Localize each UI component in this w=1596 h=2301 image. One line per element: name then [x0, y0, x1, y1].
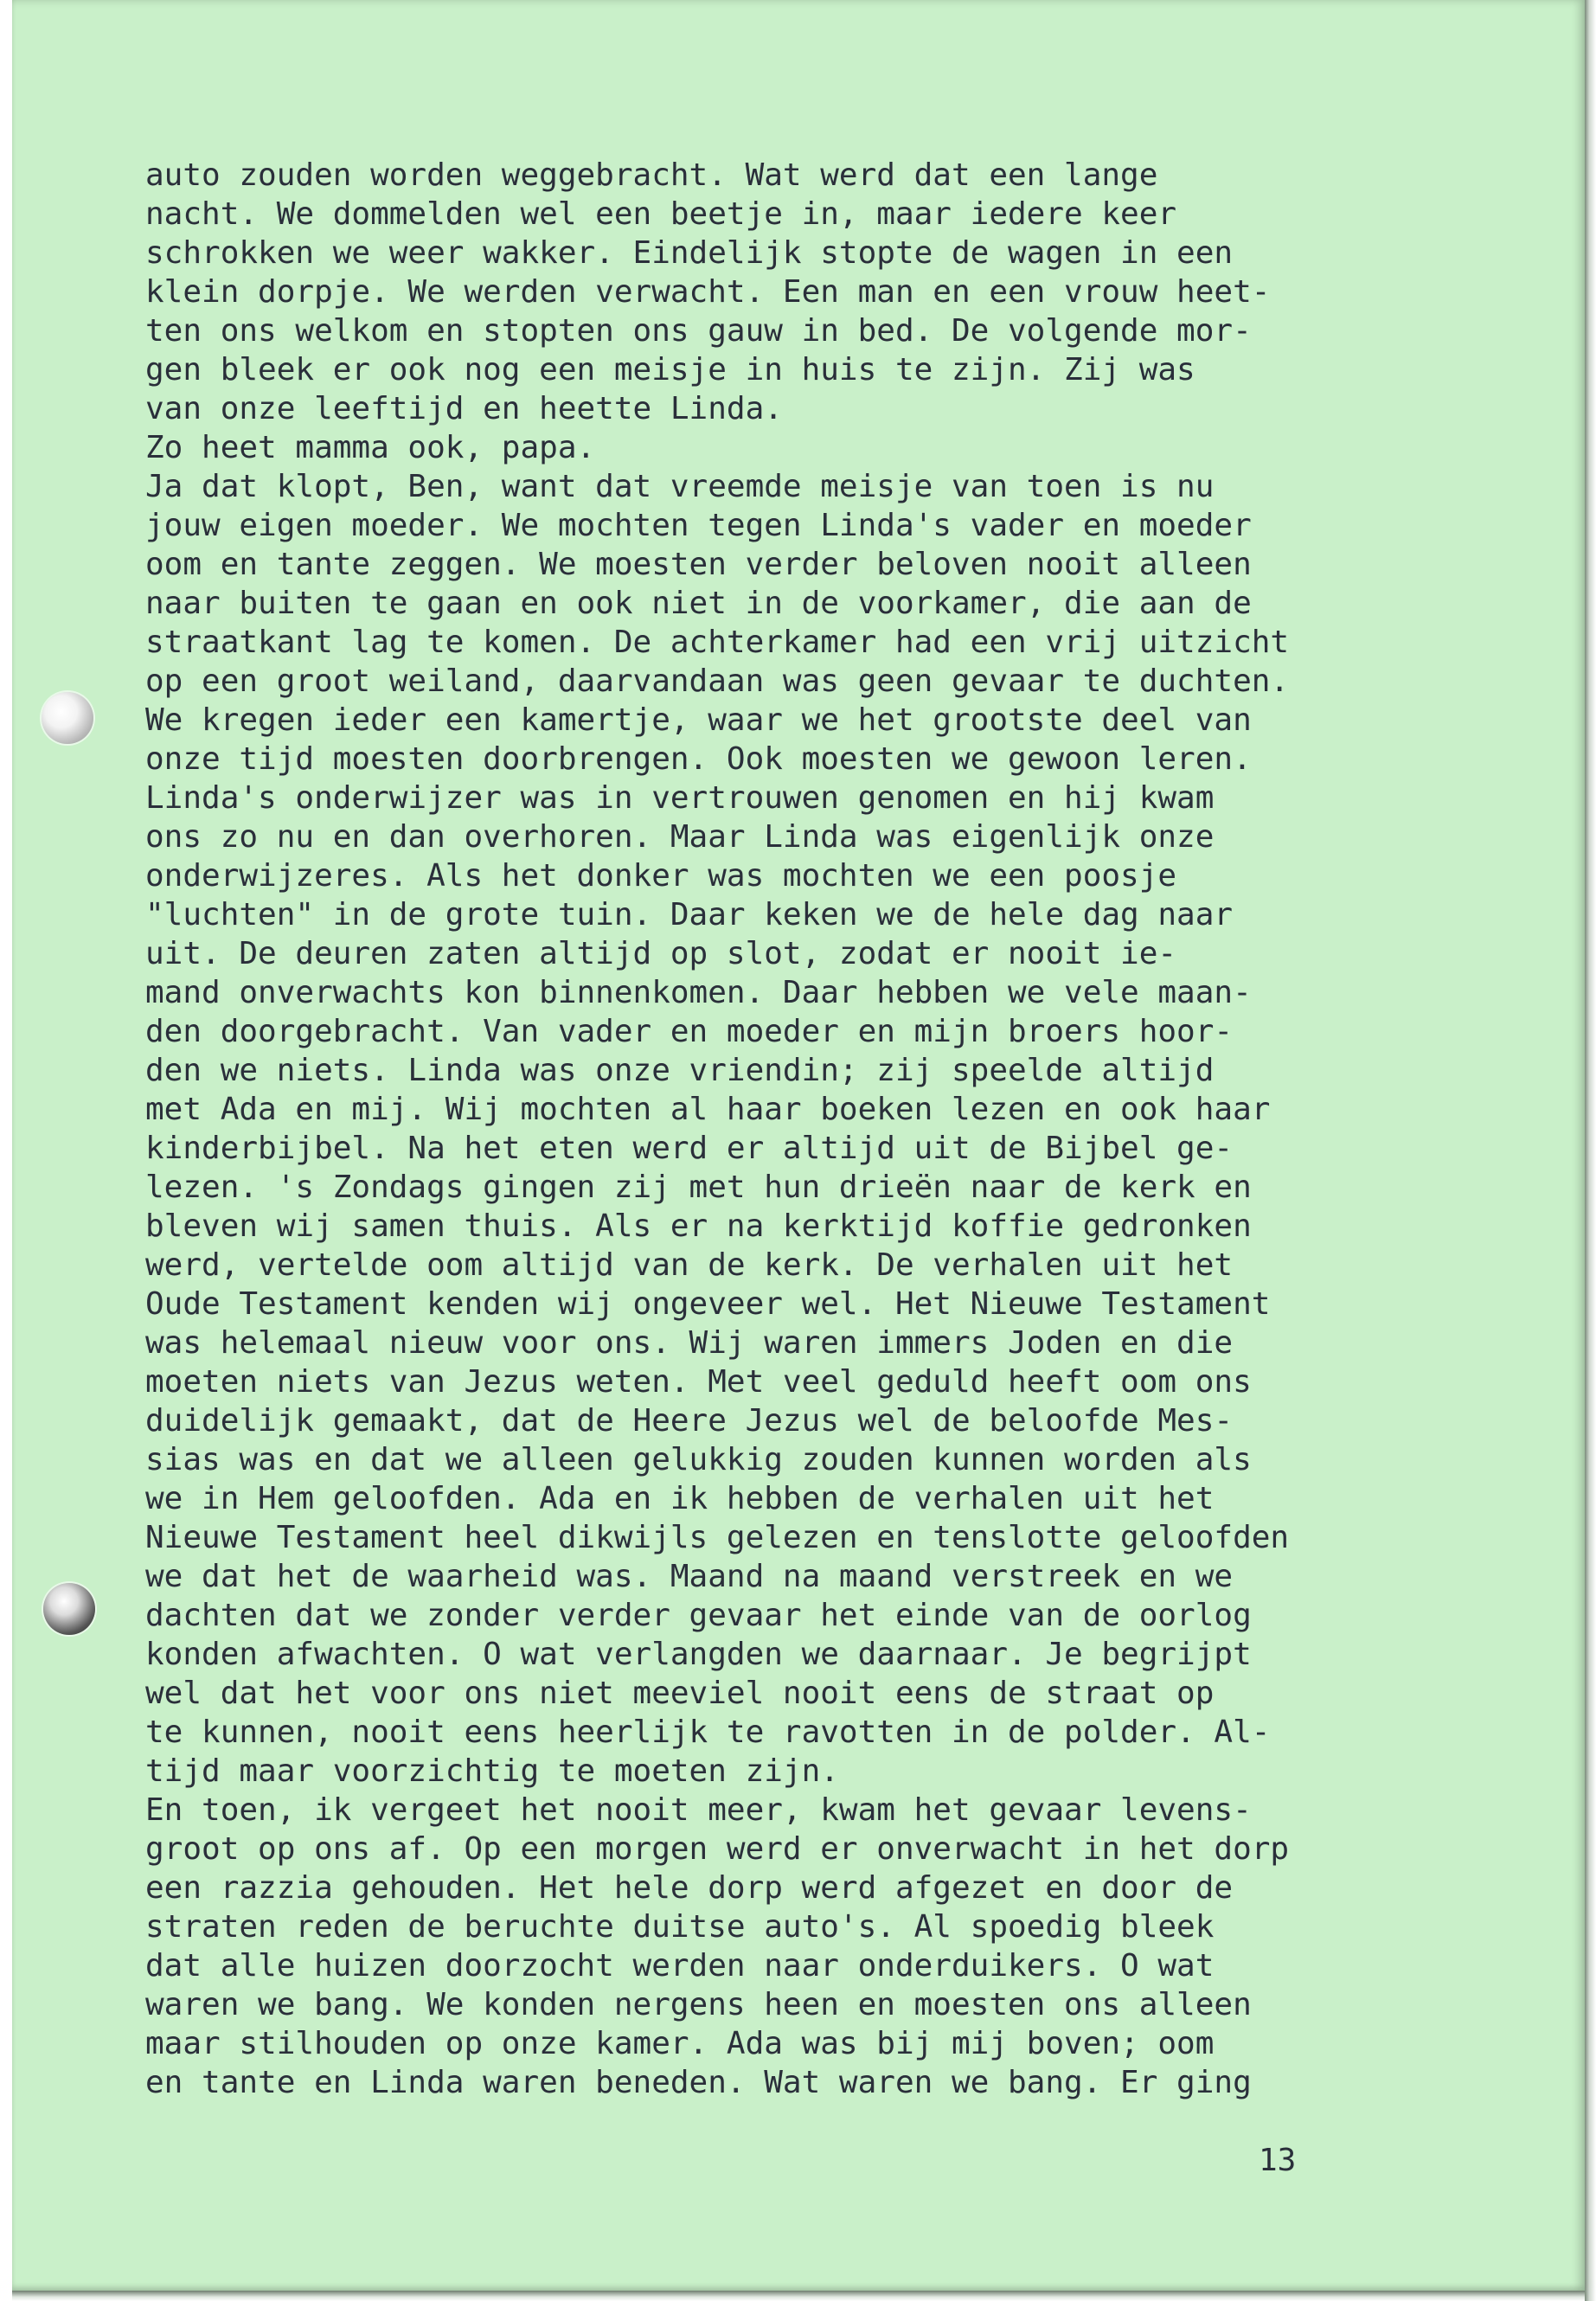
text-line: uit. De deuren zaten altijd op slot, zodat er nooit ie-: [145, 936, 1177, 971]
text-line: onze tijd moesten doorbrengen. Ook moesten we gewoon leren.: [145, 741, 1252, 777]
page-number: 13: [1259, 2143, 1297, 2178]
text-line: moeten niets van Jezus weten. Met veel geduld heeft oom ons: [145, 1364, 1252, 1400]
text-line: waren we bang. We konden nergens heen en moesten ons alleen: [145, 1987, 1252, 2022]
text-line: konden afwachten. O wat verlangden we daarnaar. Je begrijpt: [145, 1637, 1252, 1672]
text-line: nacht. We dommelden wel een beetje in, maar iedere keer: [145, 196, 1177, 232]
text-line: den we niets. Linda was onze vriendin; zij speelde altijd: [145, 1053, 1215, 1088]
text-line: groot op ons af. Op een morgen werd er onverwacht in het dorp: [145, 1831, 1290, 1867]
text-line: onderwijzeres. Als het donker was mochten we een poosje: [145, 858, 1177, 894]
text-line: oom en tante zeggen. We moesten verder beloven nooit alleen: [145, 547, 1252, 582]
body-text: [145, 156, 1408, 2102]
text-line: te kunnen, nooit eens heerlijk te ravotten in de polder. Al-: [145, 1715, 1271, 1750]
text-line: ons zo nu en dan overhoren. Maar Linda was eigenlijk onze: [145, 819, 1215, 855]
text-line: jouw eigen moeder. We mochten tegen Linda's vader en moeder: [145, 508, 1252, 543]
text-line: kinderbijbel. Na het eten werd er altijd uit de Bijbel ge-: [145, 1131, 1234, 1166]
text-line: We kregen ieder een kamertje, waar we het grootste deel van: [145, 702, 1252, 738]
text-line: naar buiten te gaan en ook niet in de voorkamer, die aan de: [145, 586, 1252, 621]
text-line: Nieuwe Testament heel dikwijls gelezen en tenslotte geloofden: [145, 1520, 1290, 1555]
text-line: lezen. 's Zondags gingen zij met hun drieën naar de kerk en: [145, 1170, 1252, 1205]
text-line: mand onverwachts kon binnenkomen. Daar hebben we vele maan-: [145, 975, 1252, 1010]
text-line: schrokken we weer wakker. Eindelijk stopte de wagen in een: [145, 235, 1234, 271]
text-line: dat alle huizen doorzocht werden naar onderduikers. O wat: [145, 1948, 1215, 1984]
punch-hole-bottom: [43, 1583, 95, 1635]
text-line: wel dat het voor ons niet meeviel nooit eens de straat op: [145, 1676, 1215, 1711]
text-line: een razzia gehouden. Het hele dorp werd afgezet en door de: [145, 1870, 1234, 1906]
text-line: straten reden de beruchte duitse auto's. Al spoedig bleek: [145, 1909, 1215, 1945]
text-line: werd, vertelde oom altijd van de kerk. De verhalen uit het: [145, 1247, 1234, 1283]
punch-hole-top: [42, 692, 93, 744]
text-line: "luchten" in de grote tuin. Daar keken we de hele dag naar: [145, 897, 1234, 933]
text-line: Linda's onderwijzer was in vertrouwen genomen en hij kwam: [145, 780, 1215, 816]
text-line: was helemaal nieuw voor ons. Wij waren immers Joden en die: [145, 1325, 1234, 1361]
text-line: Oude Testament kenden wij ongeveer wel. Het Nieuwe Testament: [145, 1286, 1271, 1322]
text-line: sias was en dat we alleen gelukkig zouden kunnen worden als: [145, 1442, 1252, 1477]
text-line: den doorgebracht. Van vader en moeder en mijn broers hoor-: [145, 1014, 1234, 1049]
scan-right-edge: [1585, 0, 1596, 2301]
text-line: bleven wij samen thuis. Als er na kerktijd koffie gedronken: [145, 1208, 1252, 1244]
text-line: straatkant lag te komen. De achterkamer had een vrij uitzicht: [145, 625, 1290, 660]
text-line: maar stilhouden op onze kamer. Ada was bij mij boven; oom: [145, 2026, 1215, 2061]
text-line: met Ada en mij. Wij mochten al haar boeken lezen en ook haar: [145, 1092, 1271, 1127]
text-line: van onze leeftijd en heette Linda.: [145, 391, 783, 426]
text-line: ten ons welkom en stopten ons gauw in bed. De volgende mor-: [145, 313, 1252, 349]
text-line: op een groot weiland, daarvandaan was geen gevaar te duchten.: [145, 663, 1290, 699]
text-line: En toen, ik vergeet het nooit meer, kwam het gevaar levens-: [145, 1792, 1252, 1828]
text-line: auto zouden worden weggebracht. Wat werd dat een lange: [145, 157, 1158, 193]
text-line: klein dorpje. We werden verwacht. Een man en een vrouw heet-: [145, 274, 1271, 310]
text-line: tijd maar voorzichtig te moeten zijn.: [145, 1753, 839, 1789]
text-line: en tante en Linda waren beneden. Wat waren we bang. Er ging: [145, 2065, 1252, 2100]
scan-bottom-edge: [12, 2291, 1585, 2301]
text-line: duidelijk gemaakt, dat de Heere Jezus wel de beloofde Mes-: [145, 1403, 1234, 1439]
text-line: we in Hem geloofden. Ada en ik hebben de verhalen uit het: [145, 1481, 1215, 1516]
text-line: Zo heet mamma ook, papa.: [145, 430, 596, 465]
text-line: we dat het de waarheid was. Maand na maand verstreek en we: [145, 1559, 1234, 1594]
text-line: gen bleek er ook nog een meisje in huis te zijn. Zij was: [145, 352, 1195, 388]
text-line: Ja dat klopt, Ben, want dat vreemde meisje van toen is nu: [145, 469, 1215, 504]
text-line: dachten dat we zonder verder gevaar het einde van de oorlog: [145, 1598, 1252, 1633]
